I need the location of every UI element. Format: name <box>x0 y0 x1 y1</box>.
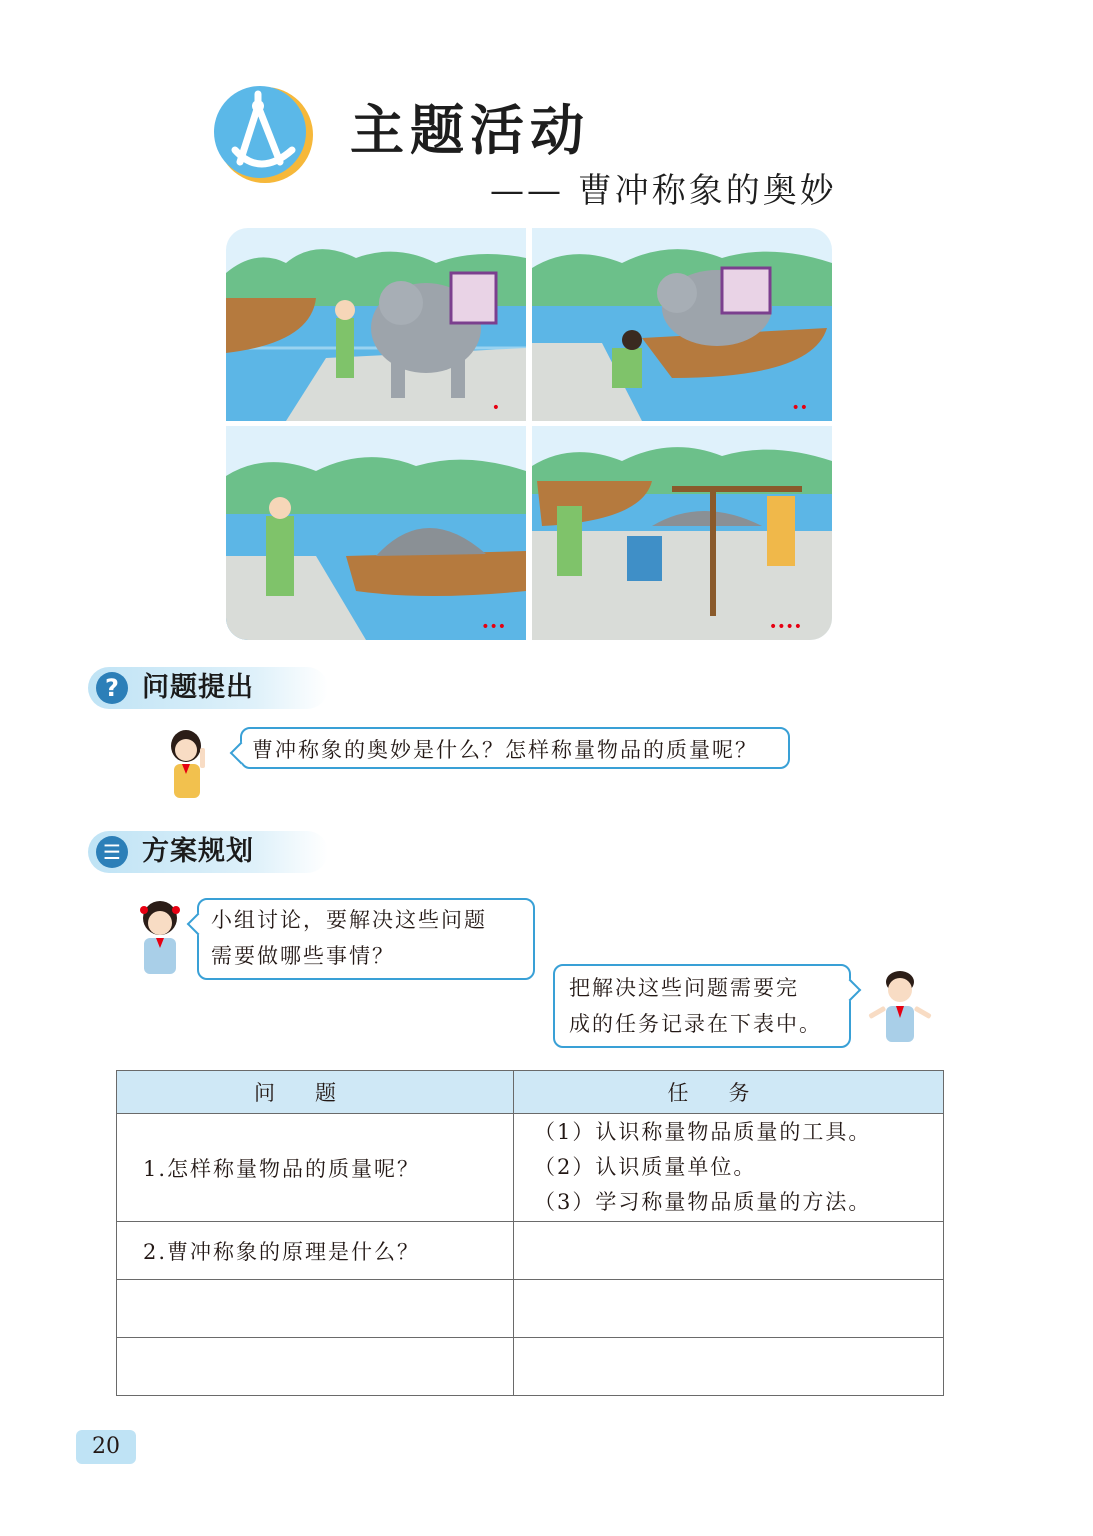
task-cell <box>514 1280 944 1338</box>
speech-bubble-discuss <box>197 898 535 980</box>
table-row <box>117 1114 944 1222</box>
bubble-line: 把解决这些问题需要完 <box>569 976 799 1000</box>
task-cell <box>514 1338 944 1396</box>
page-subtitle: —— 曹冲称象的奥妙 <box>490 171 837 211</box>
comic-panel-2 <box>532 228 832 421</box>
panel-marker: •••• <box>768 619 802 635</box>
list-icon: ☰ <box>96 836 128 868</box>
question-icon: ? <box>96 672 128 704</box>
page-number: 20 <box>76 1430 136 1464</box>
bubble-line: 小组讨论，要解决这些问题 <box>211 908 487 932</box>
table-header-question: 问题 <box>117 1071 514 1114</box>
question-cell <box>117 1280 514 1338</box>
boy-avatar <box>860 966 920 1046</box>
task-cell <box>514 1114 944 1222</box>
section-heading-plan <box>88 831 328 873</box>
task-table <box>116 1070 944 1396</box>
task-item: （3）学习称量物品质量的方法。 <box>534 1190 872 1214</box>
task-cell <box>514 1222 944 1280</box>
panel-marker: ••• <box>481 619 506 635</box>
table-header-task: 任务 <box>514 1071 944 1114</box>
comic-panel-3 <box>226 426 526 640</box>
panel-marker: •• <box>791 400 808 416</box>
table-row <box>117 1280 944 1338</box>
table-row <box>117 1338 944 1396</box>
bubble-line: 成的任务记录在下表中。 <box>569 1012 822 1036</box>
section-label: 方案规划 <box>142 836 254 867</box>
comic-panel-1 <box>226 228 526 421</box>
question-cell <box>117 1338 514 1396</box>
comic-panel-4 <box>532 426 832 640</box>
panel-marker: • <box>491 400 500 416</box>
question-cell: 2.曹冲称象的原理是什么？ <box>117 1222 514 1280</box>
section-heading-problem <box>88 667 328 709</box>
section-label: 问题提出 <box>142 672 254 703</box>
speech-bubble-question: 曹冲称象的奥妙是什么？怎样称量物品的质量呢？ <box>240 727 790 769</box>
question-cell: 1.怎样称量物品的质量呢？ <box>117 1114 514 1222</box>
page-title: 主题活动 <box>350 99 590 162</box>
bubble-line: 需要做哪些事情？ <box>211 944 395 968</box>
table-row <box>117 1222 944 1280</box>
girl-avatar <box>132 898 192 978</box>
compass-logo-icon <box>210 80 320 190</box>
speech-bubble-record <box>553 964 851 1048</box>
girl-avatar <box>162 726 222 806</box>
task-item: （1）认识称量物品质量的工具。 <box>534 1120 872 1144</box>
task-item: （2）认识质量单位。 <box>534 1155 757 1179</box>
